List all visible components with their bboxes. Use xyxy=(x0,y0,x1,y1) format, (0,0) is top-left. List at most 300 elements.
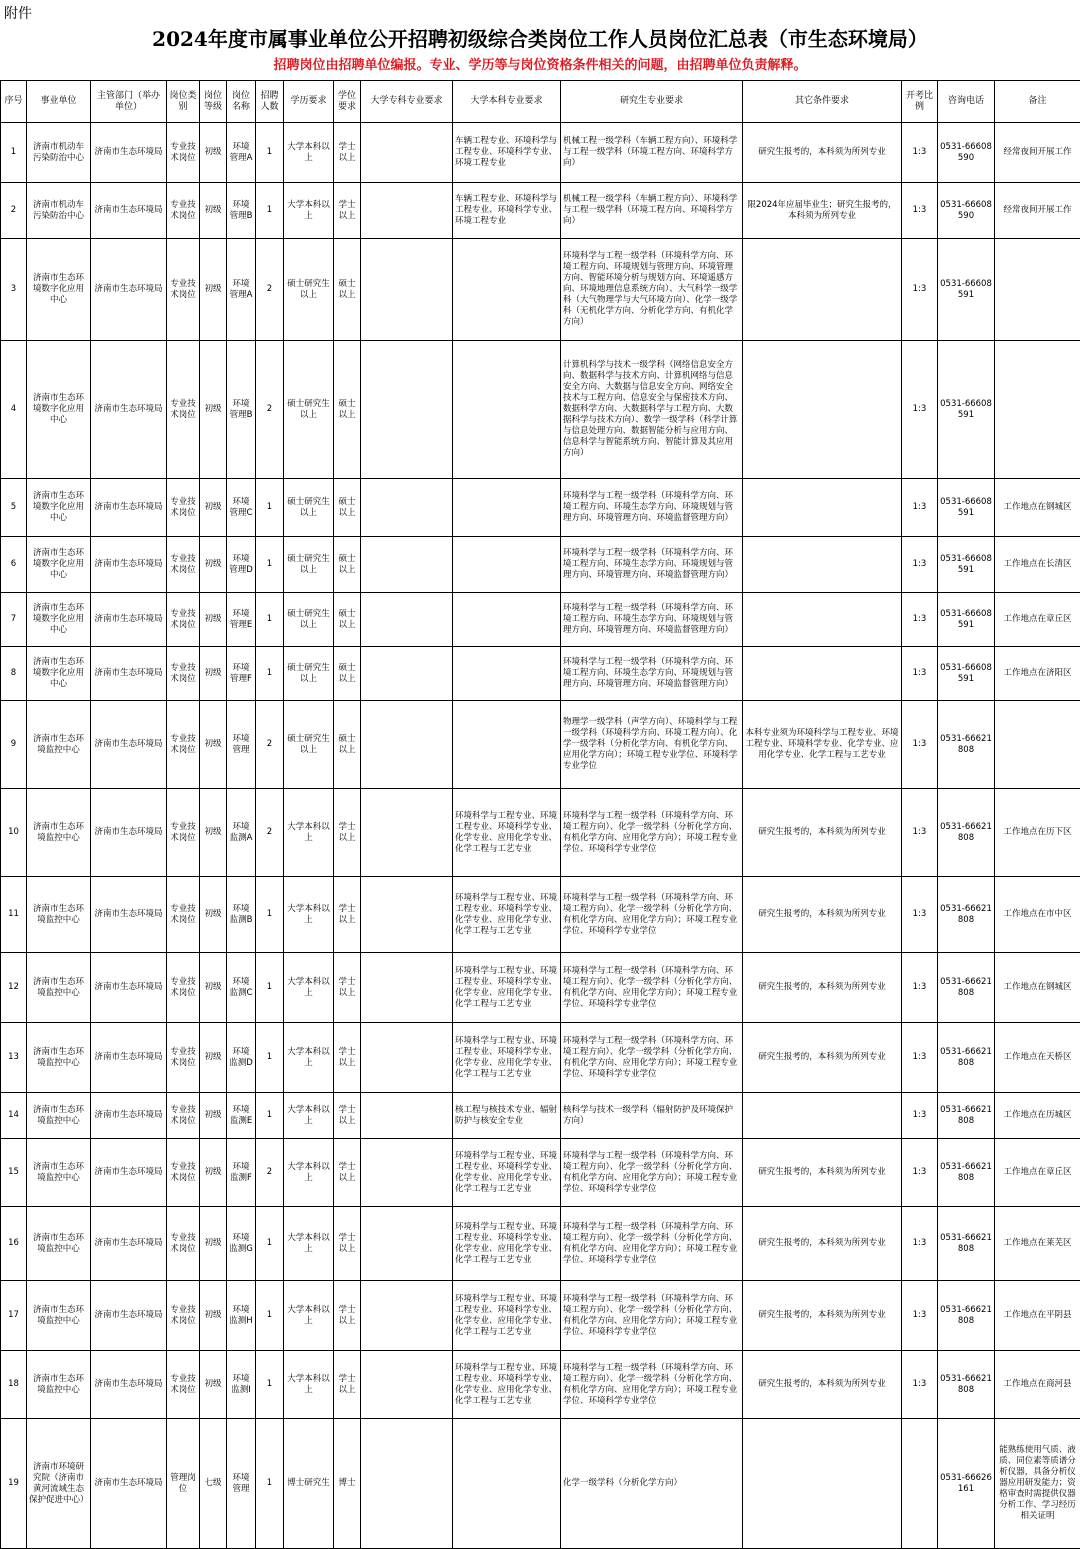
table-cell: 研究生报考的，本科须为所列专业 xyxy=(743,1207,902,1281)
table-cell: 硕士研究生以上 xyxy=(284,479,334,537)
table-cell: 专业技术岗位 xyxy=(167,1093,200,1139)
table-cell: 济南市生态环境局 xyxy=(91,123,167,183)
table-cell xyxy=(361,1281,453,1351)
table-row xyxy=(1,239,1080,341)
table-cell xyxy=(361,1207,453,1281)
table-row xyxy=(1,789,1080,877)
table-cell: 8 xyxy=(1,647,27,701)
table-cell: 初级 xyxy=(200,1207,227,1281)
table-cell: 初级 xyxy=(200,1139,227,1207)
table-cell: 工作地点在市中区 xyxy=(995,877,1080,953)
table-cell: 大学本科以上 xyxy=(284,123,334,183)
table-cell: 环境科学与工程专业、环境工程专业、环境科学专业、化学专业、应用化学专业、化学工程与工艺专业 xyxy=(453,1281,561,1351)
table-cell: 环境科学与工程专业、环境工程专业、环境科学专业、化学专业、应用化学专业、化学工程与工艺专业 xyxy=(453,877,561,953)
table-cell: 济南市生态环境局 xyxy=(91,1281,167,1351)
table-cell: 济南市生态环境监控中心 xyxy=(27,1207,91,1281)
table-cell: 工作地点在长清区 xyxy=(995,537,1080,593)
table-cell xyxy=(361,1419,453,1549)
table-cell: 大学本科以上 xyxy=(284,789,334,877)
table-cell: 环境科学与工程一级学科（环境科学方向、环境工程方向）、化学一级学科（分析化学方向、有机化学方向、应用化学方向）；环境工程专业学位、环境科学专业学位 xyxy=(561,1351,743,1419)
table-cell: 物理学一级学科（声学方向）、环境科学与工程一级学科（环境科学方向、环境工程方向）、化学一级学科（分析化学方向、有机化学方向、应用化学方向）；环境工程专业学位、环境科学专业学位 xyxy=(561,701,743,789)
table-cell: 研究生报考的，本科须为所列专业 xyxy=(743,877,902,953)
table-cell: 0531-66621808 xyxy=(938,1207,995,1281)
table-row xyxy=(1,537,1080,593)
table-cell: 0531-66608591 xyxy=(938,593,995,647)
table-cell: 1 xyxy=(256,123,284,183)
table-cell: 初级 xyxy=(200,341,227,479)
table-cell: 经常夜间开展工作 xyxy=(995,183,1080,239)
table-cell: 1:3 xyxy=(902,1093,938,1139)
table-cell xyxy=(361,789,453,877)
table-cell: 硕士研究生以上 xyxy=(284,647,334,701)
table-cell: 0531-66621808 xyxy=(938,1139,995,1207)
table-cell: 9 xyxy=(1,701,27,789)
table-cell: 环境科学与工程一级学科（环境科学方向、环境工程方向）、化学一级学科（分析化学方向、有机化学方向、应用化学方向）；环境工程专业学位、环境科学专业学位 xyxy=(561,789,743,877)
table-cell: 1:3 xyxy=(902,123,938,183)
table-cell: 济南市生态环境局 xyxy=(91,593,167,647)
table-cell: 博士研究生 xyxy=(284,1419,334,1549)
table-row xyxy=(1,123,1080,183)
table-cell: 14 xyxy=(1,1093,27,1139)
table-cell: 环境科学与工程一级学科（环境科学方向、环境工程方向、环境规划与管理方向、环境管理方向、智能环境分析与规划方向、环境遥感方向、环境地理信息系统方向）、大气科学一级学科（大气物理学与大气环境方向）、化学一级学科（无机化学方向、分析化学方向、有机化学方向） xyxy=(561,239,743,341)
table-cell: 0531-66626161 xyxy=(938,1419,995,1549)
table-cell: 化学一级学科（分析化学方向） xyxy=(561,1419,743,1549)
table-cell: 济南市生态环境监控中心 xyxy=(27,701,91,789)
table-cell: 车辆工程专业、环境科学与工程专业、环境科学专业、环境工程专业 xyxy=(453,123,561,183)
table-row xyxy=(1,647,1080,701)
table-cell: 环境科学与工程专业、环境工程专业、环境科学专业、化学专业、应用化学专业、化学工程与工艺专业 xyxy=(453,953,561,1023)
table-cell: 济南市生态环境监控中心 xyxy=(27,789,91,877)
table-cell: 环境科学与工程专业、环境工程专业、环境科学专业、化学专业、应用化学专业、化学工程与工艺专业 xyxy=(453,1207,561,1281)
table-cell: 环境监测A xyxy=(227,789,256,877)
table-cell: 环境监测G xyxy=(227,1207,256,1281)
table-cell: 济南市生态环境局 xyxy=(91,479,167,537)
table-cell: 济南市生态环境监控中心 xyxy=(27,953,91,1023)
table-cell xyxy=(453,593,561,647)
header-cell: 岗位类别 xyxy=(167,81,200,123)
table-cell: 环境科学与工程专业、环境工程专业、环境科学专业、化学专业、应用化学专业、化学工程与工艺专业 xyxy=(453,1023,561,1093)
table-cell: 济南市机动车污染防治中心 xyxy=(27,183,91,239)
table-cell: 车辆工程专业、环境科学与工程专业、环境科学专业、环境工程专业 xyxy=(453,183,561,239)
notice-text: 招聘岗位由招聘单位编报。专业、学历等与岗位资格条件相关的问题，由招聘单位负责解释。 xyxy=(0,56,1080,76)
table-cell: 1 xyxy=(256,1351,284,1419)
header-cell: 事业单位 xyxy=(27,81,91,123)
table-cell: 0531-66621808 xyxy=(938,953,995,1023)
table-cell: 环境管理F xyxy=(227,647,256,701)
table-cell: 济南市生态环境局 xyxy=(91,1023,167,1093)
table-cell: 大学本科以上 xyxy=(284,1023,334,1093)
table-cell: 初级 xyxy=(200,789,227,877)
table-cell: 1:3 xyxy=(902,953,938,1023)
table-cell: 1 xyxy=(256,1419,284,1549)
table-cell: 专业技术岗位 xyxy=(167,877,200,953)
table-cell: 专业技术岗位 xyxy=(167,953,200,1023)
table-cell: 硕士以上 xyxy=(334,701,361,789)
table-cell: 环境监测F xyxy=(227,1139,256,1207)
header-cell: 大学专科专业要求 xyxy=(361,81,453,123)
header-cell: 招聘人数 xyxy=(256,81,284,123)
table-cell: 2 xyxy=(256,701,284,789)
table-cell: 济南市生态环境局 xyxy=(91,647,167,701)
table-cell: 学士以上 xyxy=(334,123,361,183)
table-cell: 专业技术岗位 xyxy=(167,1351,200,1419)
table-cell: 工作地点在莱芜区 xyxy=(995,1207,1080,1281)
table-cell xyxy=(453,341,561,479)
table-cell xyxy=(743,593,902,647)
header-cell: 岗位名称 xyxy=(227,81,256,123)
table-cell: 0531-66608590 xyxy=(938,123,995,183)
table-cell: 济南市生态环境监控中心 xyxy=(27,1351,91,1419)
table-cell: 1:3 xyxy=(902,789,938,877)
table-cell: 工作地点在章丘区 xyxy=(995,1139,1080,1207)
table-cell: 工作地点在天桥区 xyxy=(995,1023,1080,1093)
table-cell: 专业技术岗位 xyxy=(167,1023,200,1093)
table-cell: 13 xyxy=(1,1023,27,1093)
table-cell: 环境监测H xyxy=(227,1281,256,1351)
table-cell: 研究生报考的，本科须为所列专业 xyxy=(743,123,902,183)
table-cell: 19 xyxy=(1,1419,27,1549)
table-cell: 大学本科以上 xyxy=(284,953,334,1023)
table-cell: 济南市生态环境局 xyxy=(91,1139,167,1207)
table-cell: 3 xyxy=(1,239,27,341)
table-cell: 6 xyxy=(1,537,27,593)
table-cell xyxy=(453,647,561,701)
table-cell: 环境科学与工程专业、环境工程专业、环境科学专业、化学专业、应用化学专业、化学工程与工艺专业 xyxy=(453,789,561,877)
table-cell: 18 xyxy=(1,1351,27,1419)
table-cell: 12 xyxy=(1,953,27,1023)
header-cell: 咨询电话 xyxy=(938,81,995,123)
table-cell: 初级 xyxy=(200,593,227,647)
table-cell: 能熟练使用气质、液质、同位素等质谱分析仪器，具备分析仪器应用研发能力；资格审查时需提供仪器分析工作、学习经历相关证明 xyxy=(995,1419,1080,1549)
table-cell xyxy=(453,537,561,593)
table-row xyxy=(1,479,1080,537)
header-cell: 研究生专业要求 xyxy=(561,81,743,123)
table-cell: 济南市生态环境监控中心 xyxy=(27,877,91,953)
table-cell xyxy=(361,1093,453,1139)
table-cell: 1:3 xyxy=(902,537,938,593)
table-cell xyxy=(361,1023,453,1093)
table-cell: 环境科学与工程一级学科（环境科学方向、环境工程方向）、化学一级学科（分析化学方向、有机化学方向、应用化学方向）；环境工程专业学位、环境科学专业学位 xyxy=(561,953,743,1023)
table-body xyxy=(1,123,1080,1549)
table-cell: 济南市生态环境局 xyxy=(91,701,167,789)
table-cell: 大学本科以上 xyxy=(284,877,334,953)
table-cell: 0531-66608591 xyxy=(938,647,995,701)
table-cell: 经常夜间开展工作 xyxy=(995,123,1080,183)
table-cell: 济南市环境研究院（济南市黄河流域生态保护促进中心） xyxy=(27,1419,91,1549)
table-cell: 济南市生态环境局 xyxy=(91,1207,167,1281)
table-cell: 机械工程一级学科（车辆工程方向）、环境科学与工程一级学科（环境工程方向、环境科学方向） xyxy=(561,123,743,183)
table-cell: 济南市机动车污染防治中心 xyxy=(27,123,91,183)
header-cell: 大学本科专业要求 xyxy=(453,81,561,123)
table-cell: 学士以上 xyxy=(334,1023,361,1093)
table-cell xyxy=(361,537,453,593)
table-cell: 硕士以上 xyxy=(334,593,361,647)
table-cell: 大学本科以上 xyxy=(284,1351,334,1419)
table-cell: 学士以上 xyxy=(334,1093,361,1139)
table-cell: 硕士以上 xyxy=(334,341,361,479)
table-cell: 核工程与核技术专业、辐射防护与核安全专业 xyxy=(453,1093,561,1139)
table-cell: 学士以上 xyxy=(334,1351,361,1419)
table-cell: 研究生报考的，本科须为所列专业 xyxy=(743,1139,902,1207)
table-cell: 0531-66608590 xyxy=(938,183,995,239)
table-cell: 专业技术岗位 xyxy=(167,537,200,593)
table-cell: 工作地点在章丘区 xyxy=(995,593,1080,647)
table-cell: 环境管理 xyxy=(227,701,256,789)
table-cell: 工作地点在钢城区 xyxy=(995,479,1080,537)
table-cell: 济南市生态环境监控中心 xyxy=(27,1093,91,1139)
table-cell: 11 xyxy=(1,877,27,953)
table-row xyxy=(1,701,1080,789)
table-cell: 济南市生态环境数字化应用中心 xyxy=(27,593,91,647)
table-cell: 环境科学与工程一级学科（环境科学方向、环境工程方向、环境生态学方向、环境规划与管理方向、环境管理方向、环境监督管理方向） xyxy=(561,647,743,701)
table-cell: 环境监测B xyxy=(227,877,256,953)
table-cell xyxy=(743,1093,902,1139)
table-cell xyxy=(361,123,453,183)
table-cell: 环境科学与工程一级学科（环境科学方向、环境工程方向）、化学一级学科（分析化学方向、有机化学方向、应用化学方向）；环境工程专业学位、环境科学专业学位 xyxy=(561,1207,743,1281)
header-cell: 主管部门（举办单位） xyxy=(91,81,167,123)
table-cell: 0531-66621808 xyxy=(938,701,995,789)
table-cell: 济南市生态环境局 xyxy=(91,341,167,479)
table-cell: 专业技术岗位 xyxy=(167,593,200,647)
table-cell: 1 xyxy=(256,183,284,239)
table-cell: 初级 xyxy=(200,701,227,789)
table-cell: 学士以上 xyxy=(334,789,361,877)
table-cell: 专业技术岗位 xyxy=(167,701,200,789)
table-cell: 1:3 xyxy=(902,647,938,701)
table-cell xyxy=(995,701,1080,789)
table-cell: 学士以上 xyxy=(334,1139,361,1207)
table-cell: 工作地点在商河县 xyxy=(995,1351,1080,1419)
table-cell: 专业技术岗位 xyxy=(167,647,200,701)
table-cell: 环境科学与工程一级学科（环境科学方向、环境工程方向、环境生态学方向、环境规划与管理方向、环境管理方向、环境监督管理方向） xyxy=(561,593,743,647)
table-cell: 研究生报考的，本科须为所列专业 xyxy=(743,1023,902,1093)
table-cell: 初级 xyxy=(200,953,227,1023)
table-cell xyxy=(453,239,561,341)
table-cell: 工作地点在平阴县 xyxy=(995,1281,1080,1351)
table-cell: 初级 xyxy=(200,1093,227,1139)
table-row xyxy=(1,341,1080,479)
table-cell: 本科专业须为环境科学与工程专业、环境工程专业、环境科学专业、化学专业、应用化学专业、化学工程与工艺专业 xyxy=(743,701,902,789)
table-cell xyxy=(361,239,453,341)
table-cell: 0531-66608591 xyxy=(938,341,995,479)
table-cell: 硕士以上 xyxy=(334,647,361,701)
table-cell: 1 xyxy=(256,593,284,647)
header-cell: 学历要求 xyxy=(284,81,334,123)
table-cell: 七级 xyxy=(200,1419,227,1549)
table-cell: 0531-66621808 xyxy=(938,1281,995,1351)
table-cell: 初级 xyxy=(200,239,227,341)
table-cell: 环境管理A xyxy=(227,123,256,183)
table-cell: 初级 xyxy=(200,1023,227,1093)
table-cell: 1:3 xyxy=(902,593,938,647)
table-cell: 学士以上 xyxy=(334,183,361,239)
table-cell: 学士以上 xyxy=(334,877,361,953)
table-cell: 环境管理E xyxy=(227,593,256,647)
table-cell: 济南市生态环境局 xyxy=(91,183,167,239)
table-cell: 0531-66608591 xyxy=(938,239,995,341)
table-cell: 济南市生态环境局 xyxy=(91,789,167,877)
table-cell: 济南市生态环境局 xyxy=(91,953,167,1023)
table-header xyxy=(1,81,1080,123)
table-cell: 专业技术岗位 xyxy=(167,479,200,537)
table-cell: 济南市生态环境局 xyxy=(91,1093,167,1139)
table-cell: 0531-66608591 xyxy=(938,537,995,593)
table-cell: 1:3 xyxy=(902,701,938,789)
header-row xyxy=(1,81,1080,123)
table-cell: 硕士研究生以上 xyxy=(284,701,334,789)
table-cell: 环境监测I xyxy=(227,1351,256,1419)
table-cell: 初级 xyxy=(200,647,227,701)
table-cell: 0531-66621808 xyxy=(938,1093,995,1139)
table-cell: 环境管理B xyxy=(227,183,256,239)
table-cell: 1 xyxy=(256,537,284,593)
table-cell: 限2024年应届毕业生；研究生报考的，本科须为所列专业 xyxy=(743,183,902,239)
table-cell: 环境科学与工程专业、环境工程专业、环境科学专业、化学专业、应用化学专业、化学工程与工艺专业 xyxy=(453,1351,561,1419)
table-cell: 2 xyxy=(1,183,27,239)
table-cell xyxy=(743,239,902,341)
table-cell: 硕士以上 xyxy=(334,239,361,341)
table-row xyxy=(1,1139,1080,1207)
table-cell: 2 xyxy=(256,341,284,479)
table-cell: 环境管理C xyxy=(227,479,256,537)
table-cell: 专业技术岗位 xyxy=(167,1139,200,1207)
table-cell xyxy=(743,1419,902,1549)
table-cell xyxy=(995,239,1080,341)
table-row xyxy=(1,877,1080,953)
table-cell: 专业技术岗位 xyxy=(167,123,200,183)
header-cell: 其它条件要求 xyxy=(743,81,902,123)
table-row xyxy=(1,1351,1080,1419)
table-cell xyxy=(453,479,561,537)
table-cell: 济南市生态环境局 xyxy=(91,1351,167,1419)
table-cell xyxy=(743,647,902,701)
table-cell: 0531-66621808 xyxy=(938,1023,995,1093)
table-cell xyxy=(361,647,453,701)
table-cell: 17 xyxy=(1,1281,27,1351)
table-cell xyxy=(453,701,561,789)
table-cell: 初级 xyxy=(200,123,227,183)
table-cell: 大学本科以上 xyxy=(284,1281,334,1351)
table-cell: 工作地点在历城区 xyxy=(995,1093,1080,1139)
table-cell: 1 xyxy=(256,1281,284,1351)
table-cell: 济南市生态环境局 xyxy=(91,877,167,953)
table-cell: 工作地点在钢城区 xyxy=(995,953,1080,1023)
table-row xyxy=(1,1281,1080,1351)
table-cell: 专业技术岗位 xyxy=(167,183,200,239)
table-cell: 济南市生态环境数字化应用中心 xyxy=(27,341,91,479)
table-cell: 硕士研究生以上 xyxy=(284,537,334,593)
table-cell: 环境科学与工程一级学科（环境科学方向、环境工程方向）、化学一级学科（分析化学方向、有机化学方向、应用化学方向）；环境工程专业学位、环境科学专业学位 xyxy=(561,1023,743,1093)
table-cell: 机械工程一级学科（车辆工程方向）、环境科学与工程一级学科（环境工程方向、环境科学方向） xyxy=(561,183,743,239)
table-cell: 专业技术岗位 xyxy=(167,1207,200,1281)
table-cell: 环境管理 xyxy=(227,1419,256,1549)
table-row xyxy=(1,1093,1080,1139)
table-cell xyxy=(361,953,453,1023)
table-cell: 1 xyxy=(256,1023,284,1093)
attachment-label: 附件 xyxy=(4,4,32,24)
table-cell: 1 xyxy=(256,479,284,537)
table-cell: 环境科学与工程一级学科（环境科学方向、环境工程方向、环境生态学方向、环境规划与管理方向、环境管理方向、环境监督管理方向） xyxy=(561,537,743,593)
table-cell xyxy=(361,877,453,953)
table-cell: 大学本科以上 xyxy=(284,183,334,239)
table-row xyxy=(1,593,1080,647)
table-cell: 0531-66608591 xyxy=(938,479,995,537)
table-cell: 1:3 xyxy=(902,1207,938,1281)
table-cell xyxy=(453,1419,561,1549)
header-cell: 学位要求 xyxy=(334,81,361,123)
table-cell: 2 xyxy=(256,1139,284,1207)
table-cell: 学士以上 xyxy=(334,953,361,1023)
table-cell: 5 xyxy=(1,479,27,537)
table-cell: 环境科学与工程一级学科（环境科学方向、环境工程方向）、化学一级学科（分析化学方向、有机化学方向、应用化学方向）；环境工程专业学位、环境科学专业学位 xyxy=(561,1281,743,1351)
table-cell: 2 xyxy=(256,239,284,341)
table-cell: 环境科学与工程一级学科（环境科学方向、环境工程方向、环境生态学方向、环境规划与管理方向、环境管理方向、环境监督管理方向） xyxy=(561,479,743,537)
table-cell xyxy=(995,341,1080,479)
table-row xyxy=(1,953,1080,1023)
positions-table xyxy=(0,80,1080,1549)
table-cell xyxy=(361,341,453,479)
table-cell: 15 xyxy=(1,1139,27,1207)
table-cell: 济南市生态环境数字化应用中心 xyxy=(27,647,91,701)
table-cell: 1 xyxy=(1,123,27,183)
table-cell xyxy=(361,701,453,789)
table-cell: 7 xyxy=(1,593,27,647)
table-cell: 16 xyxy=(1,1207,27,1281)
table-cell: 工作地点在历下区 xyxy=(995,789,1080,877)
table-cell: 1 xyxy=(256,877,284,953)
table-cell: 大学本科以上 xyxy=(284,1207,334,1281)
table-cell: 1 xyxy=(256,647,284,701)
table-cell xyxy=(743,537,902,593)
table-cell xyxy=(743,479,902,537)
table-cell: 研究生报考的，本科须为所列专业 xyxy=(743,953,902,1023)
table-cell: 硕士以上 xyxy=(334,537,361,593)
table-row xyxy=(1,1419,1080,1549)
table-cell: 1:3 xyxy=(902,1023,938,1093)
table-cell: 专业技术岗位 xyxy=(167,239,200,341)
header-cell: 岗位等级 xyxy=(200,81,227,123)
table-cell: 学士以上 xyxy=(334,1207,361,1281)
table-cell: 初级 xyxy=(200,183,227,239)
table-cell: 济南市生态环境局 xyxy=(91,1419,167,1549)
table-cell: 4 xyxy=(1,341,27,479)
table-cell: 济南市生态环境数字化应用中心 xyxy=(27,537,91,593)
table-cell: 环境监测C xyxy=(227,953,256,1023)
table-cell: 计算机科学与技术一级学科（网络信息安全方向、数据科学与技术方向、计算机网络与信息安全方向、大数据与信息安全方向、网络安全技术与工程方向、信息安全与保密技术方向、数据科学方向、大数据科学与工程方向、大数据科学与技术方向）、数学一级学科（科学计算与信息处理方向、数据智能分析与应用方向、信息科学与智能系统方向、智能计算及其应用方向） xyxy=(561,341,743,479)
table-cell: 济南市生态环境数字化应用中心 xyxy=(27,239,91,341)
table-cell: 1:3 xyxy=(902,183,938,239)
table-cell: 研究生报考的，本科须为所列专业 xyxy=(743,1281,902,1351)
table-cell: 0531-66621808 xyxy=(938,877,995,953)
table-cell: 济南市生态环境监控中心 xyxy=(27,1139,91,1207)
table-row xyxy=(1,183,1080,239)
table-cell xyxy=(743,341,902,479)
table-cell: 环境管理A xyxy=(227,239,256,341)
table-cell: 学士以上 xyxy=(334,1281,361,1351)
table-cell: 初级 xyxy=(200,1281,227,1351)
table-cell: 硕士研究生以上 xyxy=(284,341,334,479)
table-cell: 硕士以上 xyxy=(334,479,361,537)
table-cell: 硕士研究生以上 xyxy=(284,239,334,341)
table-cell: 1:3 xyxy=(902,1351,938,1419)
table-cell xyxy=(361,1139,453,1207)
table-cell: 管理岗位 xyxy=(167,1419,200,1549)
table-cell: 2 xyxy=(256,789,284,877)
table-cell: 工作地点在济阳区 xyxy=(995,647,1080,701)
table-cell: 专业技术岗位 xyxy=(167,789,200,877)
table-cell: 济南市生态环境局 xyxy=(91,239,167,341)
table-cell: 初级 xyxy=(200,1351,227,1419)
